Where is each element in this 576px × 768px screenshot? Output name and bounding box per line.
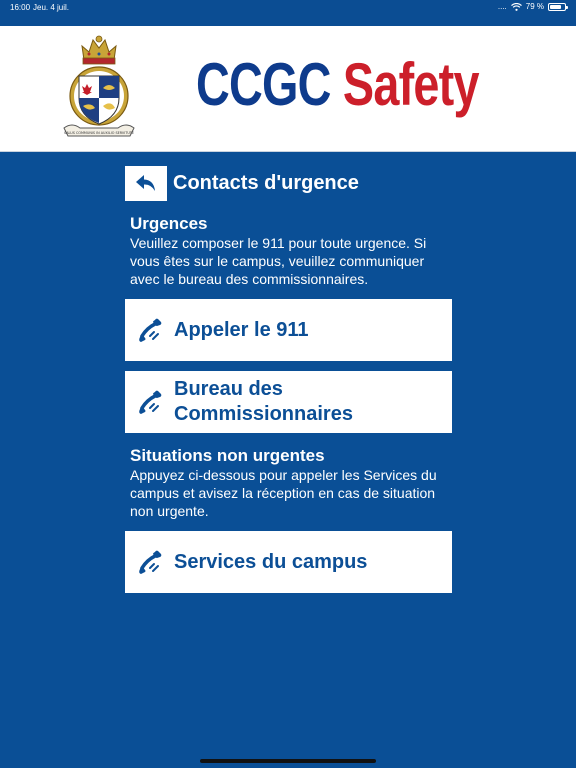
back-button[interactable] — [125, 166, 167, 201]
back-arrow-icon — [135, 174, 157, 192]
call-911-label: Appeler le 911 — [174, 318, 309, 341]
non-urgent-text: Appuyez ci-dessous pour appeler les Services du campus et avisez la réception en cas de situation non urgente. — [130, 467, 437, 519]
phone-icon — [136, 548, 164, 576]
status-bar — [0, 0, 576, 26]
non-urgent-title: Situations non urgentes — [130, 446, 325, 465]
call-911-button[interactable] — [125, 299, 452, 361]
wifi-icon — [511, 3, 522, 11]
brand-safety: Safety — [342, 51, 479, 118]
phone-icon — [136, 316, 164, 344]
signal-dots: .... — [497, 2, 507, 11]
app-header — [0, 26, 576, 152]
emergency-title: Urgences — [130, 214, 208, 233]
phone-icon — [136, 388, 164, 416]
call-commissionaires-button[interactable] — [125, 371, 452, 433]
call-commissionaires-label: Bureau des Commissionnaires — [174, 378, 353, 425]
call-campus-services-button[interactable] — [125, 531, 452, 593]
phone-icon-wrap — [125, 548, 174, 576]
status-right — [498, 2, 566, 11]
status-time: 16:00 — [10, 3, 31, 12]
phone-icon-wrap — [125, 316, 174, 344]
brand-logo — [196, 50, 479, 119]
phone-icon-wrap — [125, 388, 174, 416]
main-content — [125, 165, 452, 593]
svg-text:SALUS COMMUNIS IN AUXILIO SERV: SALUS COMMUNIS IN AUXILIO SERVITUTE — [63, 131, 135, 135]
battery-percent: 79 % — [525, 2, 544, 11]
battery-icon — [548, 3, 566, 11]
brand-ccgc: CCGC — [196, 51, 331, 118]
emergency-text: Veuillez composer le 911 pour toute urgence. Si vous êtes sur le campus, veuillez communiquer avec le bureau des commissionnaires. — [130, 235, 427, 287]
status-date: Jeu. 4 juil. — [33, 3, 70, 12]
page-title: Contacts d'urgence — [173, 171, 359, 194]
college-crest-logo — [58, 32, 140, 144]
call-campus-services-label: Services du campus — [174, 550, 368, 573]
battery-fill — [550, 5, 561, 9]
title-row — [125, 165, 452, 201]
home-indicator[interactable] — [200, 759, 376, 763]
